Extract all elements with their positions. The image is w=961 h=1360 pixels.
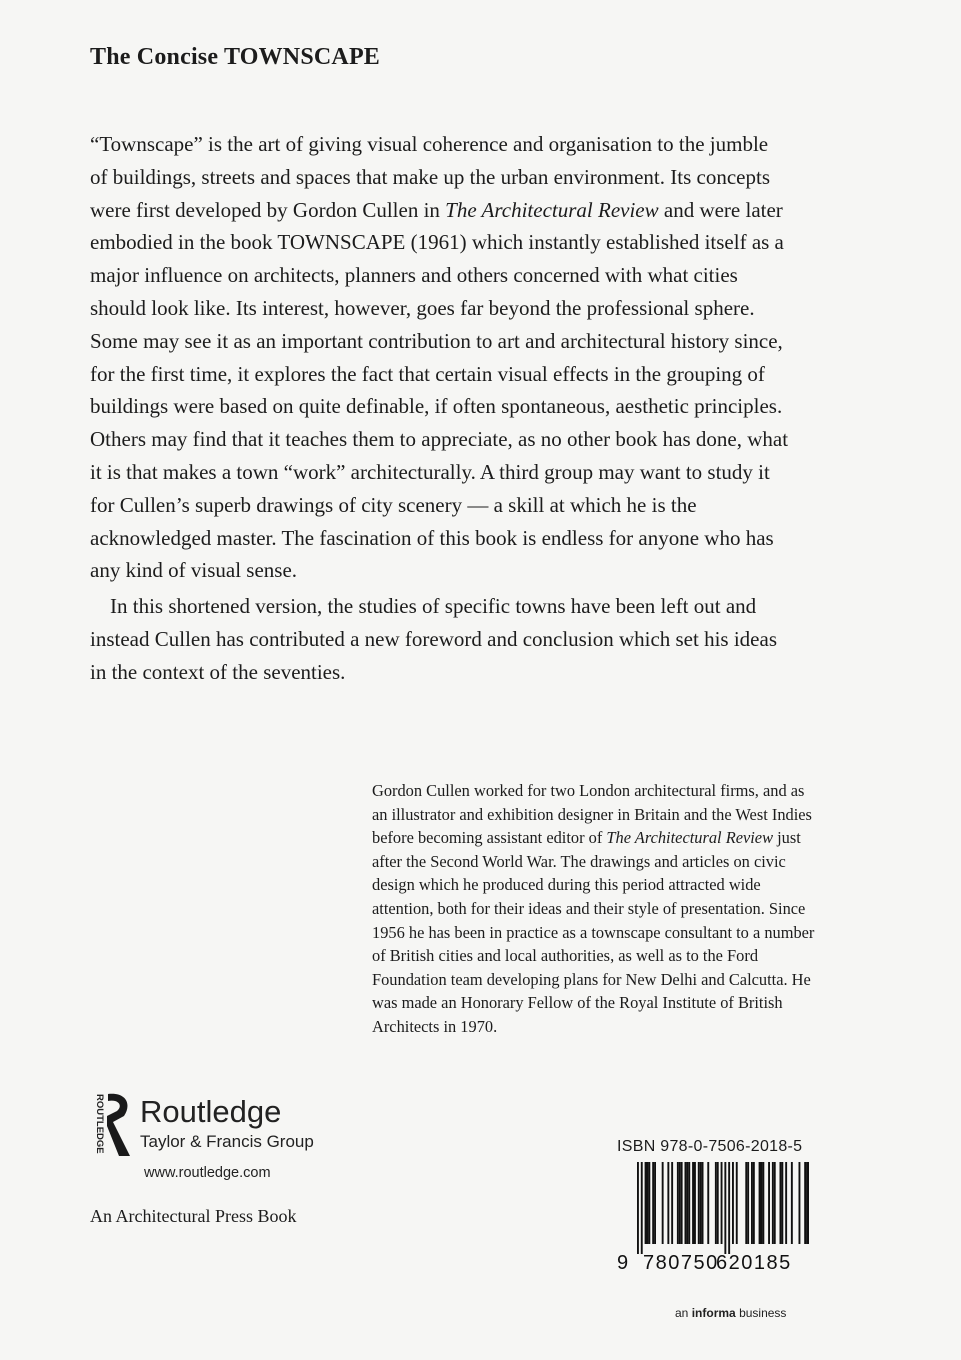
barcode-bar xyxy=(677,1162,679,1244)
barcode-bar xyxy=(728,1162,730,1254)
barcode-bar xyxy=(692,1162,694,1244)
barcode-bar xyxy=(645,1162,647,1244)
barcode-bar xyxy=(679,1162,681,1244)
journal-title-italic: The Architectural Review xyxy=(606,828,774,848)
barcode-bar xyxy=(686,1162,688,1244)
barcode-bar xyxy=(654,1162,656,1244)
barcode-bar xyxy=(717,1162,719,1244)
bio-text: just after the Second World War. The drawings and articles on civic design which he produced during this period attracted wide attention, both for their ideas and their style of presentation. Since 1956 he has been in practice as a townscape consultant to a number of British cities and local authorities, as well as to the Ford Foundation team developing plans for New Delhi and Calcutta. He was made an Honorary Fellow of the Royal Institute of British Architects in 1970. xyxy=(372,828,815,1036)
publisher-name: Routledge xyxy=(140,1094,282,1129)
barcode-bar xyxy=(707,1162,709,1244)
barcode-bar xyxy=(694,1162,696,1244)
isbn-label: ISBN 978-0-7506-2018-5 xyxy=(617,1138,803,1155)
barcode-bar xyxy=(681,1162,683,1244)
barcode-bar xyxy=(745,1162,747,1244)
barcode-bar xyxy=(700,1162,702,1244)
barcode-bar xyxy=(781,1162,783,1244)
barcode-bar xyxy=(715,1162,717,1244)
imprint-label: An Architectural Press Book xyxy=(90,1206,297,1226)
description-paragraph-2: In this shortened version, the studies of specific towns have been left out and instead Cullen has contributed a new foreword and conclusion which set his ideas in the context of the seventies. xyxy=(90,594,777,684)
barcode-bar xyxy=(806,1162,808,1244)
barcode-bar xyxy=(799,1162,801,1244)
bio-text: Gordon Cullen worked for two London architectural firms, and as an illustrator and exhibition designer in Britain and the West Indies before becoming assistant editor of xyxy=(372,781,812,848)
barcode-bars xyxy=(619,1162,809,1254)
author-bio-paragraph xyxy=(372,779,817,1039)
barcode-bar xyxy=(791,1162,793,1244)
barcode-bar xyxy=(761,1162,763,1244)
publisher-block xyxy=(86,1090,386,1250)
barcode-first-digit: 9 xyxy=(617,1252,630,1274)
barcode-bar xyxy=(648,1162,650,1244)
routledge-logo-icon xyxy=(86,1090,136,1160)
informa-tagline xyxy=(675,1306,786,1320)
barcode-bar xyxy=(759,1162,761,1244)
barcode-bar xyxy=(774,1162,776,1244)
barcode-bar xyxy=(641,1162,643,1254)
logo-vertical-text: ROUTLEDGE xyxy=(94,1094,105,1154)
barcode-bar xyxy=(753,1162,755,1244)
barcode-bar xyxy=(647,1162,649,1244)
barcode-bar xyxy=(732,1162,734,1244)
informa-suffix: business xyxy=(739,1306,787,1320)
barcode-bar xyxy=(762,1162,764,1244)
barcode-left-digits: 780750 xyxy=(643,1252,719,1274)
barcode-right-digits: 620185 xyxy=(716,1252,792,1274)
publisher-group: Taylor & Francis Group xyxy=(140,1132,314,1151)
barcode-bar xyxy=(747,1162,749,1244)
barcode-bar xyxy=(671,1162,673,1244)
barcode-bar xyxy=(736,1162,738,1244)
barcode-bar xyxy=(652,1162,654,1244)
barcode-bar xyxy=(768,1162,770,1244)
informa-brand: informa xyxy=(691,1306,736,1320)
barcode-bar xyxy=(685,1162,687,1244)
description-paragraph-1 xyxy=(90,128,790,587)
barcode-bar xyxy=(721,1162,723,1244)
barcode-bar xyxy=(772,1162,774,1244)
barcode-bar xyxy=(808,1162,809,1244)
barcode-bar xyxy=(688,1162,690,1244)
author-bio xyxy=(372,779,817,1039)
barcode-bar xyxy=(785,1162,787,1244)
informa-prefix: an xyxy=(675,1306,689,1320)
book-description xyxy=(90,128,790,689)
description-text: “Townscape” is the art of giving visual coherence and organisation to the jumble of buildings, streets and spaces that make up the urban environment. Its concepts were first developed by Gordon Cullen in xyxy=(90,132,770,222)
barcode-bar xyxy=(804,1162,806,1244)
description-text: and were later embodied in the book TOWNSCAPE (1961) which instantly established itself as a major influence on architects, planners and others concerned with what cities should look like. Its interest, however, goes far beyond the professional sphere. Some may see it as an important contribution to art and architectural history since, for the first time, it explores the fact that certain visual effects in the grouping of buildings were based on quite definable, if often spontaneous, aesthetic principles. Others may find that it teaches them to appreciate, as no other book has done, what it is that makes a town “work” architecturally. A third group may want to study it for Cullen’s superb drawings of city scenery — a skill at which he is the acknowledged master. The fascination of this book is endless for anyone who has any kind of visual sense. xyxy=(90,197,789,583)
barcode-bar xyxy=(662,1162,664,1244)
barcode-bar xyxy=(667,1162,669,1244)
barcode-bar xyxy=(698,1162,700,1244)
barcode-bar xyxy=(780,1162,782,1244)
publisher-website[interactable]: www.routledge.com xyxy=(144,1165,271,1181)
barcode-bar xyxy=(702,1162,704,1244)
book-title: The Concise TOWNSCAPE xyxy=(90,44,381,70)
journal-title-italic: The Architectural Review xyxy=(445,197,659,222)
isbn-barcode-block xyxy=(617,1138,817,1328)
barcode-bar xyxy=(751,1162,753,1244)
barcode-bar xyxy=(637,1162,639,1254)
barcode-bar xyxy=(724,1162,726,1254)
